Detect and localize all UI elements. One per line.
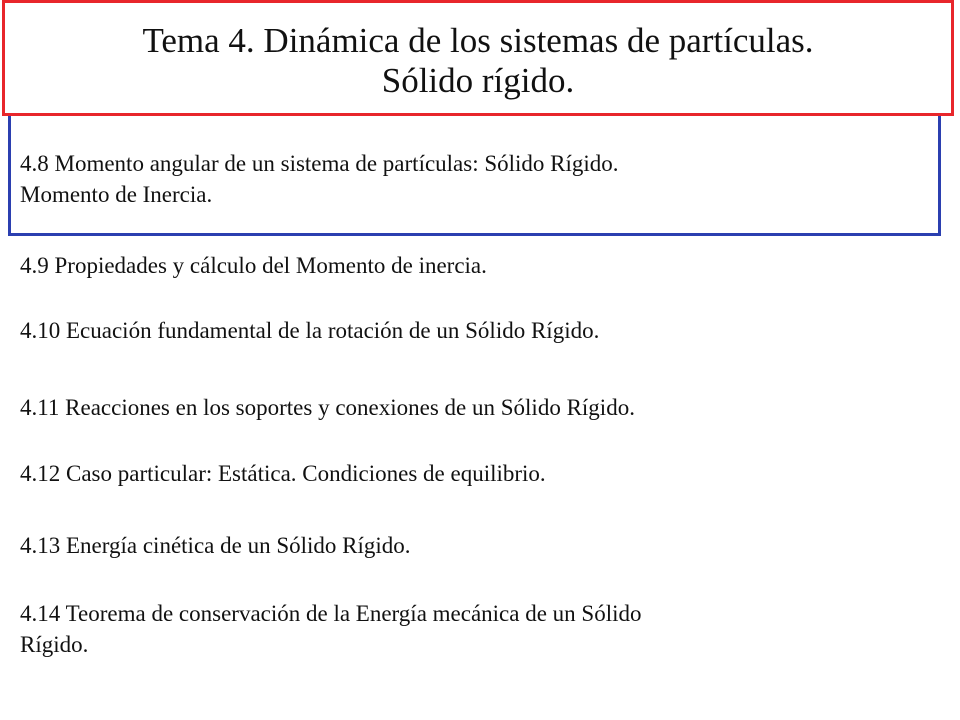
topic-item-4-11 [20,392,920,423]
topic-item-text: 4.14 Teorema de conservación de la Energía mecánica de un Sólido [20,601,642,626]
slide-title-line-2: Sólido rígido. [381,61,575,100]
topic-item-text: 4.11 Reacciones en los soportes y conexiones de un Sólido Rígido. [20,395,635,420]
topic-item-4-8 [20,148,920,210]
topic-item-text-continued: Rígido. [20,632,89,657]
topic-item-text: 4.9 Propiedades y cálculo del Momento de inercia. [20,253,487,278]
topic-item-text: 4.12 Caso particular: Estática. Condiciones de equilibrio. [20,461,546,486]
slide-title-line-1: Tema 4. Dinámica de los sistemas de partículas. [142,21,814,60]
topic-item-text-continued: Momento de Inercia. [20,182,213,207]
topic-item-4-13 [20,530,920,561]
topic-item-text: 4.8 Momento angular de un sistema de partículas: Sólido Rígido. [20,151,619,176]
topic-item-4-14 [20,598,920,660]
topic-item-text: 4.10 Ecuación fundamental de la rotación de un Sólido Rígido. [20,318,600,343]
topic-item-4-9 [20,250,920,281]
slide-title-box [2,0,954,116]
topic-item-text: 4.13 Energía cinética de un Sólido Rígido. [20,533,411,558]
topic-item-4-10 [20,315,920,346]
topic-item-4-12 [20,458,920,489]
